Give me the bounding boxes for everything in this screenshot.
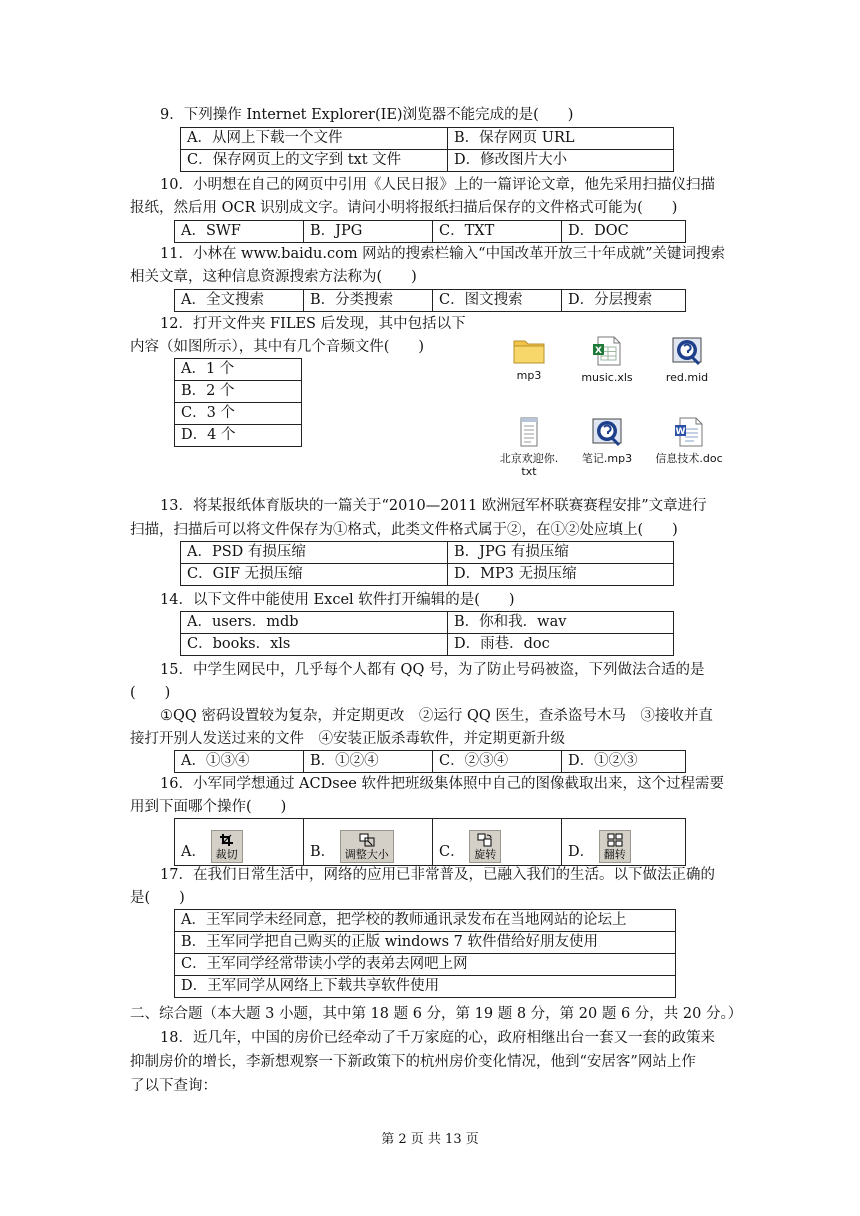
q14-option-b[interactable]: B．你和我．wav [448,612,674,634]
text-file-icon [512,416,546,448]
q16-option-letter: B． [310,844,336,860]
q17-stem-line2: 是( ) [130,890,185,906]
file-label-line2: txt [521,465,537,478]
resize-icon [359,833,375,847]
q11-option-b[interactable]: B．分类搜索 [304,290,433,312]
svg-text:X: X [595,346,602,356]
q13-stem-line2: 扫描，扫描后可以将文件保存为①格式，此类文件格式属于②，在①②处应填上( ) [130,522,678,538]
crop-icon [219,833,235,847]
q15-options-table [174,750,686,773]
flip-icon [607,833,623,847]
q16-option-d[interactable] [562,819,686,866]
q11-option-c[interactable]: C．图文搜索 [433,290,562,312]
q16-option-letter: D． [568,844,595,860]
q11-stem-line1: 11．小林在 www.baidu.com 网站的搜索栏输入“中国改革开放三十年成就”关键词搜索 [160,246,726,262]
file-label: mp3 [516,369,542,382]
q9-option-c[interactable]: C．保存网页上的文字到 txt 文件 [181,150,448,172]
file-label: 北京欢迎你. [499,452,559,465]
q11-option-d[interactable]: D．分层搜索 [562,290,686,312]
q12-stem-line1: 12．打开文件夹 FILES 后发现，其中包括以下 [160,316,466,332]
q9-option-b[interactable]: B．保存网页 URL [448,128,674,150]
crop-button-image [211,830,243,863]
q10-option-c[interactable]: C．TXT [433,221,562,243]
q9-option-a[interactable]: A．从网上下载一个文件 [181,128,448,150]
svg-text:W: W [675,427,686,437]
file-label: 信息技术.doc [655,452,723,465]
resize-button-image [340,830,394,863]
realplayer-file-icon [670,335,704,367]
q17-option-d[interactable]: D．王军同学从网络上下载共享软件使用 [175,976,676,998]
q9-options-table [180,127,674,172]
q15-stem-line2: ( ) [130,685,171,701]
q12-option-a[interactable]: A．1 个 [175,359,302,381]
q11-option-a[interactable]: A．全文搜索 [175,290,304,312]
q16-option-letter: A． [181,844,206,860]
q11-options-table [174,289,686,312]
q13-stem-line1: 13．将某报纸体育版块的一篇关于“2010—2011 欧洲冠军杯联赛赛程安排”文章进行 [160,498,707,514]
q15-option-d[interactable]: D．①②③ [562,751,686,773]
resize-label: 调整大小 [344,848,389,861]
file-label: red.mid [665,371,709,384]
q15-stem-line1: 15．中学生网民中，几乎每个人都有 QQ 号，为了防止号码被盗，下列做法合适的是 [160,662,705,678]
excel-file-icon [590,335,624,367]
q18-stem-line2: 抑制房价的增长，李新想观察一下新政策下的杭州房价变化情况，他到“安居客”网站上作 [130,1054,696,1070]
q13-option-b[interactable]: B．JPG 有损压缩 [448,542,674,564]
file-item[interactable] [486,416,572,478]
section-2-heading: 二、综合题（本大题 3 小题，其中第 18 题 6 分，第 19 题 8 分，第 20 题 6 分，共 20 分。） [130,1006,743,1022]
q16-options-table [174,818,686,866]
crop-label: 裁切 [215,848,238,861]
q13-option-c[interactable]: C．GIF 无损压缩 [181,564,448,586]
realplayer-file-icon [590,416,624,448]
q12-options-table [174,358,302,447]
q17-options-table [174,909,676,998]
q10-option-b[interactable]: B．JPG [304,221,433,243]
file-item[interactable] [486,335,572,382]
file-label: 笔记.mp3 [581,452,633,465]
q15-statements-line1: ①QQ 密码设置较为复杂，并定期更改 ②运行 QQ 医生，查杀盗号木马 ③接收并直 [160,708,713,724]
file-item[interactable] [564,335,650,384]
flip-button-image [599,830,631,863]
files-folder-view [486,330,746,480]
rotate-button-image [469,830,501,863]
file-item[interactable] [564,416,650,465]
q17-option-c[interactable]: C．王军同学经常带读小学的表弟去网吧上网 [175,954,676,976]
q12-option-c[interactable]: C．3 个 [175,403,302,425]
q14-option-a[interactable]: A．users．mdb [181,612,448,634]
q16-stem-line1: 16．小军同学想通过 ACDsee 软件把班级集体照中自己的图像截取出来，这个过程需要 [160,776,724,792]
q14-option-c[interactable]: C．books．xls [181,634,448,656]
file-item[interactable] [644,335,730,384]
q16-stem-line2: 用到下面哪个操作( ) [130,799,287,815]
q16-option-b[interactable] [304,819,433,866]
flip-label: 翻转 [603,848,626,861]
q10-option-d[interactable]: D．DOC [562,221,686,243]
q16-option-c[interactable] [433,819,562,866]
q11-stem-line2: 相关文章，这种信息资源搜索方法称为( ) [130,269,417,285]
rotate-label: 旋转 [474,848,497,861]
folder-icon [512,335,546,365]
rotate-icon [477,833,493,847]
q18-stem-line1: 18．近几年，中国的房价已经牵动了千万家庭的心，政府相继出台一套又一套的政策来 [160,1030,715,1046]
file-item[interactable] [646,416,732,465]
q9-stem: 9．下列操作 Internet Explorer(IE)浏览器不能完成的是( ) [160,107,574,123]
q17-option-a[interactable]: A．王军同学未经同意，把学校的教师通讯录发布在当地网站的论坛上 [175,910,676,932]
q14-options-table [180,611,674,656]
q14-stem: 14．以下文件中能使用 Excel 软件打开编辑的是( ) [160,592,515,608]
q13-option-a[interactable]: A．PSD 有损压缩 [181,542,448,564]
q16-option-a[interactable] [175,819,304,866]
page-footer: 第 2 页 共 13 页 [381,1132,479,1147]
q13-options-table [180,541,674,586]
q12-option-b[interactable]: B．2 个 [175,381,302,403]
q18-stem-line3: 了以下查询： [130,1078,217,1094]
file-label: music.xls [581,371,633,384]
q10-stem-line1: 10．小明想在自己的网页中引用《人民日报》上的一篇评论文章，他先采用扫描仪扫描 [160,177,715,193]
q17-stem-line1: 17．在我们日常生活中，网络的应用已非常普及，已融入我们的生活。以下做法正确的 [160,867,715,883]
q12-stem-line2: 内容（如图所示），其中有几个音频文件( ) [130,339,425,355]
q10-stem-line2: 报纸，然后用 OCR 识别成文字。请问小明将报纸扫描后保存的文件格式可能为( ) [130,200,678,216]
q15-statements-line2: 接打开别人发送过来的文件 ④安装正版杀毒软件，并定期更新升级 [130,731,565,747]
q10-option-a[interactable]: A．SWF [175,221,304,243]
q16-option-letter: C． [439,844,465,860]
q14-option-d[interactable]: D．雨巷．doc [448,634,674,656]
q15-option-a[interactable]: A．①③④ [175,751,304,773]
word-file-icon [672,416,706,448]
q9-option-d[interactable]: D．修改图片大小 [448,150,674,172]
q12-option-d[interactable]: D．4 个 [175,425,302,447]
q17-option-b[interactable]: B．王军同学把自己购买的正版 windows 7 软件借给好朋友使用 [175,932,676,954]
q13-option-d[interactable]: D．MP3 无损压缩 [448,564,674,586]
q15-option-b[interactable]: B．①②④ [304,751,433,773]
q15-option-c[interactable]: C．②③④ [433,751,562,773]
q10-options-table [174,220,686,243]
